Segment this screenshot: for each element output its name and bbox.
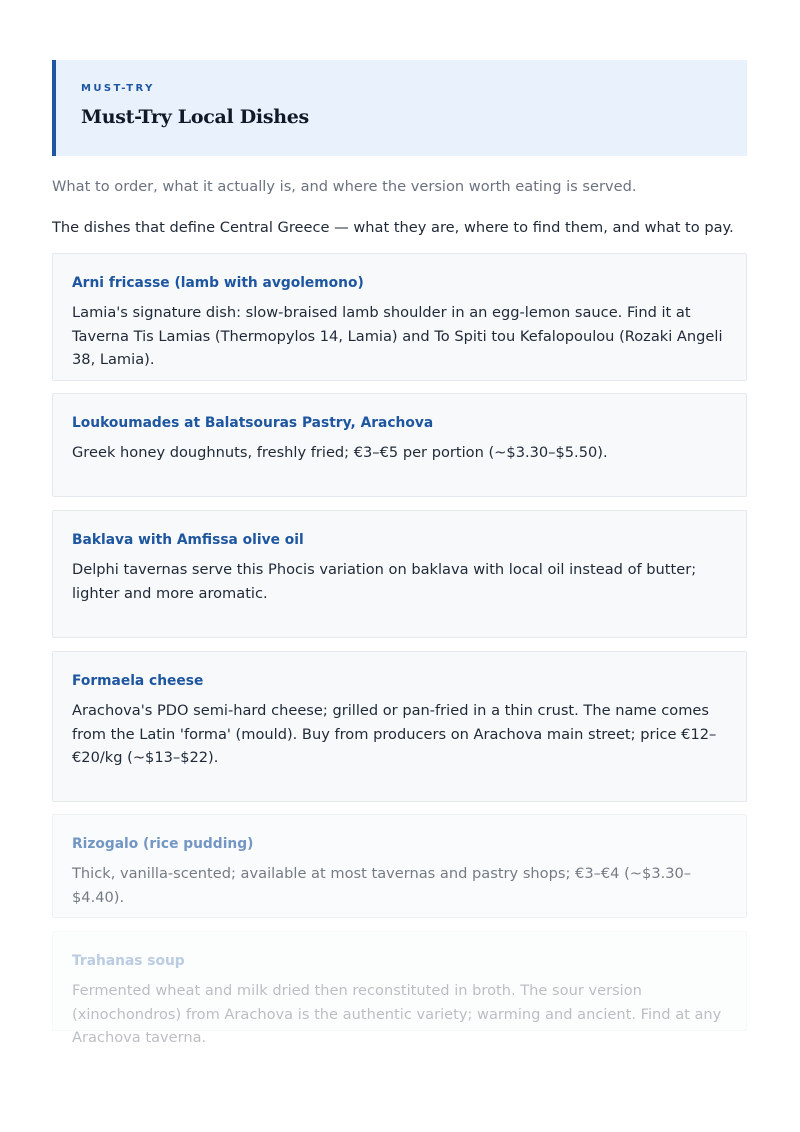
dish-description: Fermented wheat and milk dried then reconstituted in broth. The sour version (xinochondros) from Arachova is the authentic variety; warming and ancient. Find at any Arachova taverna. (72, 982, 722, 1046)
dish-description: Delphi tavernas serve this Phocis variation on baklava with local oil instead of butter; lighter and more aromatic. (72, 561, 697, 602)
dish-title: Formaela cheese (72, 673, 204, 689)
section-subtitle: What to order, what it actually is, and where the version worth eating is served. (52, 178, 637, 195)
dish-title: Rizogalo (rice pudding) (72, 836, 254, 852)
dish-card (52, 393, 747, 497)
dish-title: Trahanas soup (72, 953, 185, 969)
dish-description: Thick, vanilla-scented; available at most tavernas and pastry shops; €3–€4 (~$3.30–$4.40). (72, 865, 692, 906)
dish-card (52, 510, 747, 638)
section-kicker: MUST-TRY (81, 83, 155, 94)
dish-title: Arni fricasse (lamb with avgolemono) (72, 275, 364, 291)
dish-card (52, 931, 747, 1046)
dish-title: Baklava with Amfissa olive oil (72, 532, 304, 548)
dish-description: Arachova's PDO semi-hard cheese; grilled or pan-fried in a thin crust. The name comes from the Latin 'forma' (mould). Buy from producers on Arachova main street; price €12–€20/kg (~$13–$22). (72, 702, 717, 766)
section-header (52, 60, 747, 156)
dish-title: Loukoumades at Balatsouras Pastry, Arachova (72, 415, 434, 431)
dish-description: Lamia's signature dish: slow-braised lamb shoulder in an egg-lemon sauce. Find it at Taverna Tis Lamias (Thermopylos 14, Lamia) and To Spiti tou Kefalopoulou (Rozaki Angeli 38, Lamia). (72, 304, 723, 368)
section-intro: The dishes that define Central Greece — what they are, where to find them, and what to pay. (52, 219, 734, 236)
dish-card (52, 253, 747, 381)
section-title: Must-Try Local Dishes (81, 106, 309, 128)
dish-description: Greek honey doughnuts, freshly fried; €3–€5 per portion (~$3.30–$5.50). (72, 444, 608, 461)
dish-card (52, 651, 747, 802)
dish-card (52, 814, 747, 918)
